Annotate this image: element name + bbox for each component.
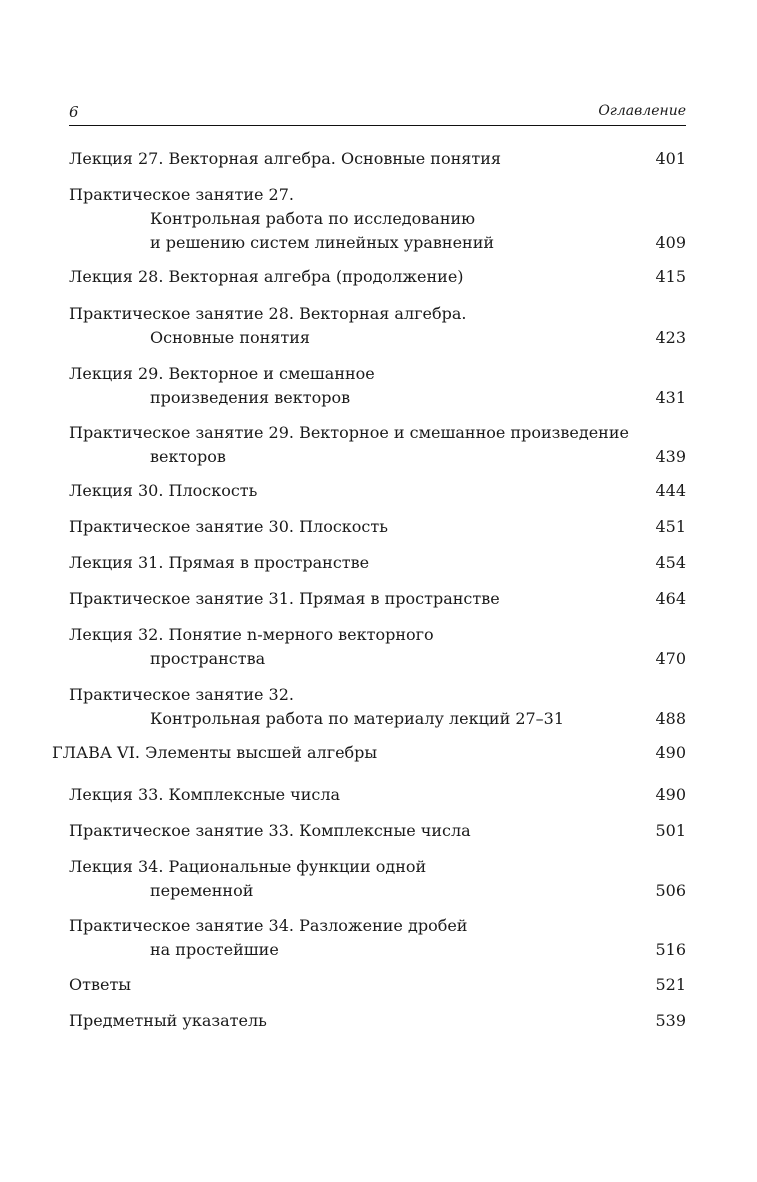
toc-page-number: 521 [655, 975, 686, 994]
toc-entry[interactable] [69, 819, 686, 843]
toc-page-number: 451 [655, 517, 686, 536]
toc-entry-title-line: и решению систем линейных уравнений [150, 233, 495, 252]
toc-page-number: 488 [655, 709, 686, 728]
toc-page-number: 415 [655, 267, 686, 286]
toc-entry[interactable] [69, 551, 686, 575]
toc-entry-title-line: Практическое занятие 34. Разложение дробей [69, 916, 468, 935]
toc-entry-title-line: Лекция 31. Прямая в пространстве [69, 553, 370, 572]
toc-entry-title-line: Лекция 32. Понятие n-мерного векторного [69, 625, 434, 644]
toc-entry[interactable] [69, 362, 686, 410]
toc-entry-title-line: переменной [150, 881, 254, 900]
toc-page-number: 490 [655, 743, 686, 762]
toc-page-number: 506 [655, 881, 686, 900]
toc-page-number: 516 [655, 940, 686, 959]
toc-page-number: 490 [655, 785, 686, 804]
toc-entry-title-line: векторов [150, 447, 226, 466]
toc-entry[interactable] [69, 147, 686, 171]
toc-entry-title-line: на простейшие [150, 940, 279, 959]
toc-entry-title-line: Предметный указатель [69, 1011, 267, 1030]
toc-page-number: 431 [655, 388, 686, 407]
toc-entry-title-line: Лекция 28. Векторная алгебра (продолжение) [69, 267, 464, 286]
toc-entry-title-line: Практическое занятие 31. Прямая в пространстве [69, 589, 500, 608]
toc-entry[interactable] [69, 783, 686, 807]
toc-entry-title-line: пространства [150, 649, 266, 668]
toc-entry-title-line: Ответы [69, 975, 132, 994]
toc-entry-title-line: Лекция 30. Плоскость [69, 481, 258, 500]
toc-entry-title-line: Лекция 33. Комплексные числа [69, 785, 341, 804]
toc-entry-title-line: Лекция 34. Рациональные функции одной [69, 857, 427, 876]
toc-entry-title-line: Практическое занятие 27. [69, 185, 294, 204]
toc-entry[interactable] [69, 1009, 686, 1033]
toc-entry[interactable] [69, 914, 686, 962]
toc-entry-title-line: Основные понятия [150, 328, 310, 347]
toc-page-number: 501 [655, 821, 686, 840]
running-header [69, 101, 686, 126]
toc-entry[interactable] [69, 479, 686, 503]
toc-page-number: 409 [655, 233, 686, 252]
toc-entry[interactable] [69, 587, 686, 611]
toc-entry-title-line: Практическое занятие 29. Векторное и смешанное произведение [69, 423, 629, 442]
toc-entry[interactable] [69, 683, 686, 731]
toc-entry-title-line: произведения векторов [150, 388, 351, 407]
running-title: Оглавление [598, 103, 686, 119]
toc-entry-title-line: Практическое занятие 28. Векторная алгебра. [69, 304, 467, 323]
toc-entry-title-line: Практическое занятие 30. Плоскость [69, 517, 388, 536]
toc-entry[interactable] [69, 855, 686, 903]
toc-page-number: 470 [655, 649, 686, 668]
page-number: 6 [69, 103, 79, 121]
toc-page-number: 439 [655, 447, 686, 466]
toc-entry[interactable] [69, 265, 686, 289]
toc-entry[interactable] [69, 515, 686, 539]
toc-entry-title-line: Контрольная работа по исследованию [150, 209, 476, 228]
toc-page-number: 464 [655, 589, 686, 608]
toc-entry[interactable] [69, 183, 686, 255]
toc-chapter[interactable] [52, 741, 686, 765]
toc-page-number: 423 [655, 328, 686, 347]
toc-entry-title-line: Лекция 29. Векторное и смешанное [69, 364, 375, 383]
toc-entry-title-line: ГЛАВА VI. Элементы высшей алгебры [52, 743, 378, 762]
toc-entry[interactable] [69, 623, 686, 671]
toc-entry-title-line: Лекция 27. Векторная алгебра. Основные понятия [69, 149, 501, 168]
toc-page-number: 539 [655, 1011, 686, 1030]
toc-entry[interactable] [69, 973, 686, 997]
toc-entry-title-line: Контрольная работа по материалу лекций 27–31 [150, 709, 565, 728]
toc-page-number: 454 [655, 553, 686, 572]
toc-entry[interactable] [69, 421, 686, 469]
toc-entry-title-line: Практическое занятие 32. [69, 685, 294, 704]
toc-page-number: 401 [655, 149, 686, 168]
toc-entry[interactable] [69, 302, 686, 350]
toc-entry-title-line: Практическое занятие 33. Комплексные числа [69, 821, 471, 840]
toc-page-number: 444 [655, 481, 686, 500]
